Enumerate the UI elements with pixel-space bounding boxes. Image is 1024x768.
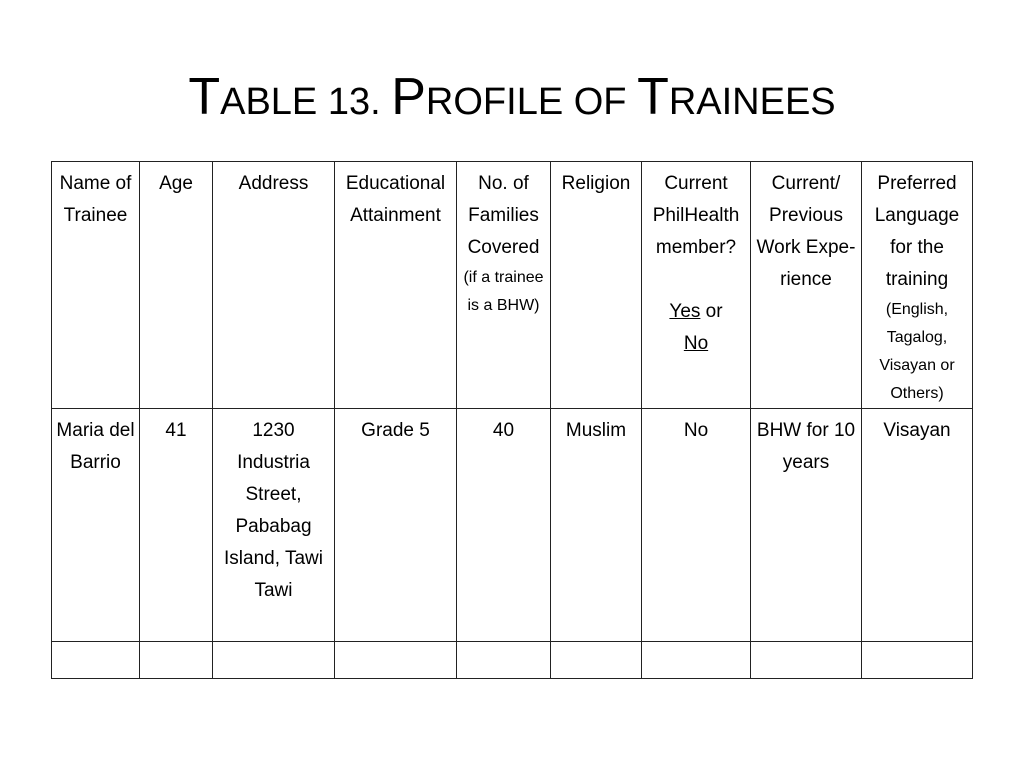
header-philhealth-no: No [683, 333, 709, 354]
empty-cell [140, 642, 213, 679]
cell-philhealth: No [642, 409, 751, 642]
header-language-label: Preferred Language for the training [874, 173, 960, 290]
header-education [335, 162, 457, 409]
header-philhealth-label: Current PhilHealth member? [652, 173, 740, 258]
header-religion-label: Religion [561, 173, 631, 194]
header-philhealth-spacer [644, 264, 748, 296]
header-work [751, 162, 862, 409]
title-initial-2: P [391, 68, 426, 126]
header-philhealth-or: or [700, 301, 723, 322]
cell-age: 41 [140, 409, 213, 642]
cell-work: BHW for 10 years [751, 409, 862, 642]
header-philhealth [642, 162, 751, 409]
title-word-of: OF [563, 81, 638, 123]
header-religion [551, 162, 642, 409]
page-title [0, 66, 1024, 133]
empty-row [52, 642, 973, 679]
empty-cell [52, 642, 140, 679]
header-families-label: No. of Families Covered [467, 173, 540, 258]
cell-religion: Muslim [551, 409, 642, 642]
cell-name: Maria del Barrio [52, 409, 140, 642]
header-philhealth-yes: Yes [669, 301, 701, 322]
header-name-label: Name of Trainee [59, 173, 132, 226]
header-row [52, 162, 973, 409]
header-language-note: (English, Tagalog, Visayan or Others) [879, 301, 955, 402]
header-families-note: (if a trainee is a BHW) [463, 269, 544, 314]
header-age-label: Age [159, 173, 193, 194]
title-initial-3: T [637, 68, 669, 126]
title-word-trainees: RAINEES [668, 81, 836, 123]
empty-cell [642, 642, 751, 679]
cell-education: Grade 5 [335, 409, 457, 642]
cell-families: 40 [457, 409, 551, 642]
empty-cell [751, 642, 862, 679]
header-name [52, 162, 140, 409]
header-education-label: Educational Attainment [345, 173, 446, 226]
empty-cell [213, 642, 335, 679]
table-row [52, 409, 973, 642]
header-age [140, 162, 213, 409]
header-language [862, 162, 973, 409]
empty-cell [862, 642, 973, 679]
header-address-label: Address [238, 173, 309, 194]
empty-cell [457, 642, 551, 679]
title-number: 13. [317, 81, 392, 123]
empty-cell [551, 642, 642, 679]
header-work-label: Current/ Previous Work Expe- rience [756, 173, 856, 290]
header-address [213, 162, 335, 409]
title-word-profile: ROFILE [425, 81, 564, 123]
title-word-table: ABLE [220, 81, 318, 123]
trainee-profile-table [51, 161, 973, 679]
header-families [457, 162, 551, 409]
cell-language: Visayan [862, 409, 973, 642]
empty-cell [335, 642, 457, 679]
title-initial-1: T [188, 68, 221, 126]
cell-address: 1230 Industria Street, Pababag Island, Tawi Tawi [213, 409, 335, 642]
